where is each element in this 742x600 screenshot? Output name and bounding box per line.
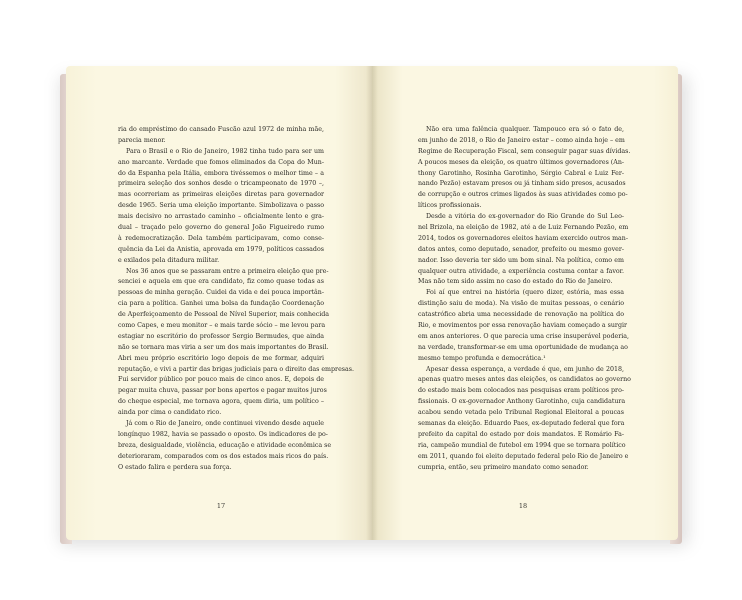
text-line: do da Espanha pela Itália, embora tivéssemos o melhor time – a [118, 169, 324, 177]
text-line: Não era uma falência qualquer. Tampouco era só o fato de, [426, 126, 624, 133]
text-line: distinção saiu de moda). Na visão de muitas pessoas, o cenário [418, 300, 624, 308]
text-line: mas ocorreriam as primeiras eleições diretas para governador [118, 191, 324, 199]
text-line: Abri meu próprio escritório logo depois de me formar, adquiri [118, 354, 324, 362]
text-line: Mas não tem sido assim no caso do estado do Rio de Janeiro. [418, 278, 613, 286]
text-line: apenas quatro meses antes das eleições, os candidatos ao governo [418, 376, 631, 384]
text-line: ainda por cima o candidato rico. [118, 409, 222, 417]
text-line: Foi aí que entrei na história (quero dizer, estória, mas essa [426, 289, 624, 297]
text-line: estagiar no escritório do professor Sergio Bermudes, que ainda [118, 332, 324, 340]
text-line: nel Brizola, na eleição de 1982, até a de Luiz Fernando Pezão, em [418, 224, 629, 232]
text-line: como Capes, e meu monitor – e mais tarde sócio – me levou para [118, 322, 326, 330]
text-line: Apesar dessa esperança, a verdade é que, em junho de 2018, [426, 365, 624, 373]
text-line: thony Garotinho, Rosinha Garotinho, Sérgio Cabral e Luiz Fer- [418, 169, 624, 177]
text-line: e exilados pela ditadura militar. [118, 256, 220, 264]
text-line: senciei e aquela em que era candidato, fiz como quase todas as [118, 278, 324, 286]
text-line: mesmo tempo profunda e democrática.¹ [418, 354, 546, 362]
text-line: pessoas de minha geração. Cuidei da vida e dei pouca importân- [118, 289, 324, 297]
text-line: nando Pezão) estavam presos ou já tinham sido presos, acusados [418, 180, 626, 188]
text-line: desde 1965. Seria uma eleição importante. Simbolizava o passo [118, 202, 324, 210]
text-line: cia para a política. Ganhei uma bolsa da fundação Coordenação [118, 300, 324, 308]
text-line: catastrófico abria uma necessidade de renovação na política do [418, 311, 624, 319]
text-line: Nos 36 anos que se passaram entre a primeira eleição que pre- [126, 267, 329, 275]
text-line: Fui servidor público por pouco mais de cinco anos. E, depois de [118, 376, 324, 384]
text-line: Desde a vitória do ex-governador do Rio Grande do Sul Leo- [426, 213, 624, 221]
text-line: em anos anteriores. O que parecia uma crise insuperável poderia, [418, 332, 630, 340]
text-line: à redemocratização. Dela também participavam, como conse- [118, 234, 324, 242]
text-line: datos antes, como deputado, senador, prefeito ou mesmo gover- [418, 245, 624, 253]
text-line: em junho de 2018, o Rio de Janeiro estar – como ainda hoje – em [418, 136, 625, 144]
text-line: A poucos meses da eleição, os quatro últimos governadores (An- [418, 158, 624, 166]
right-page [372, 66, 678, 540]
text-line: fissionais. O ex-governador Anthony Garotinho, cuja candidatura [418, 398, 626, 406]
text-line: Para o Brasil e o Rio de Janeiro, 1982 tinha tudo para ser um [126, 147, 324, 155]
text-line: pegar muita chuva, passar por bons apertos e pagar muitos juros [118, 387, 327, 395]
text-line: Já com o Rio de Janeiro, onde continuei vivendo desde aquele [126, 420, 324, 428]
text-line: Rio, e movimentos por essa renovação haviam começado a surgir [418, 322, 627, 330]
text-line: dual – traçado pelo governo do general João Figueiredo rumo [118, 224, 324, 232]
text-line: breza, desigualdade, violência, educação e atividade econômica se [118, 441, 332, 449]
book-gutter [366, 66, 378, 540]
text-line: O estado falira e perdera sua força. [118, 463, 232, 471]
text-line: deterioraram, comparados com os dos estados mais ricos do país. [118, 452, 329, 460]
left-page-text [118, 125, 355, 474]
text-line: ria do empréstimo do cansado Fuscão azul 1972 de minha mãe, [118, 126, 324, 133]
text-line: primeira seleção dos sonhos desde o tricampeonato de 1970 –, [118, 180, 324, 188]
left-page [66, 66, 372, 540]
left-page-number: 17 [216, 502, 226, 510]
text-line: nador. Isso deveria ter sido um bom sinal. Na política, como em [418, 256, 624, 264]
text-line: 2014, todos os governadores eleitos haviam exercido outros man- [418, 234, 628, 242]
text-line: não se tornara mas viria a ser um dos mais importantes do Brasil. [118, 343, 329, 351]
text-line: ria, campeão mundial de futebol em 1994 que se tornara político [418, 441, 626, 449]
text-line: parecia menor. [118, 136, 166, 144]
text-line: em 2011, quando foi eleito deputado federal pelo Rio de Janeiro e [418, 452, 629, 460]
text-line: do cheque especial, me tornava agora, quem diria, um político – [118, 398, 324, 406]
text-line: líticos profissionais. [418, 202, 482, 210]
text-line: na verdade, transformar-se em uma oportunidade de mudança ao [418, 343, 628, 351]
text-line: prefeito da capital do estado por dois mandatos. E Romário Fa- [418, 430, 624, 438]
text-line: Regime de Recuperação Fiscal, sem conseguir pagar suas dívidas. [418, 147, 631, 155]
text-line: de Aperfeiçoamento de Pessoal de Nível Superior, mais conhecida [118, 311, 330, 319]
text-line: qualquer outra atividade, a experiência costuma contar a favor. [418, 267, 624, 275]
text-line: do estado mais bem colocados nas pesquisas eram políticos pro- [418, 387, 624, 395]
text-line: ano marcante. Verdade que fomos eliminados da Copa do Mun- [118, 158, 324, 166]
text-line: acabou sendo vetada pelo Tribunal Regional Eleitoral a poucas [418, 409, 624, 417]
text-line: quência da Lei da Anistia, aprovada em 1979, políticos cassados [118, 245, 324, 253]
text-line: longínquo 1982, havia se passado o oposto. Os indicadores de po- [118, 430, 328, 438]
text-line: de corrupção e outros crimes ligados às suas atividades como po- [418, 191, 628, 199]
right-page-text [418, 125, 631, 474]
text-line: cumpria, então, seu primeiro mandato como senador. [418, 463, 589, 471]
text-line: reputação, e vivi a partir das brigas judiciais para o direito das empresas. [118, 365, 355, 373]
text-line: mais decisivo no arrastado caminho – oficialmente lento e gra- [118, 213, 324, 221]
text-line: semanas da eleição. Eduardo Paes, ex-deputado federal que fora [418, 420, 625, 428]
right-page-number: 18 [518, 502, 528, 510]
